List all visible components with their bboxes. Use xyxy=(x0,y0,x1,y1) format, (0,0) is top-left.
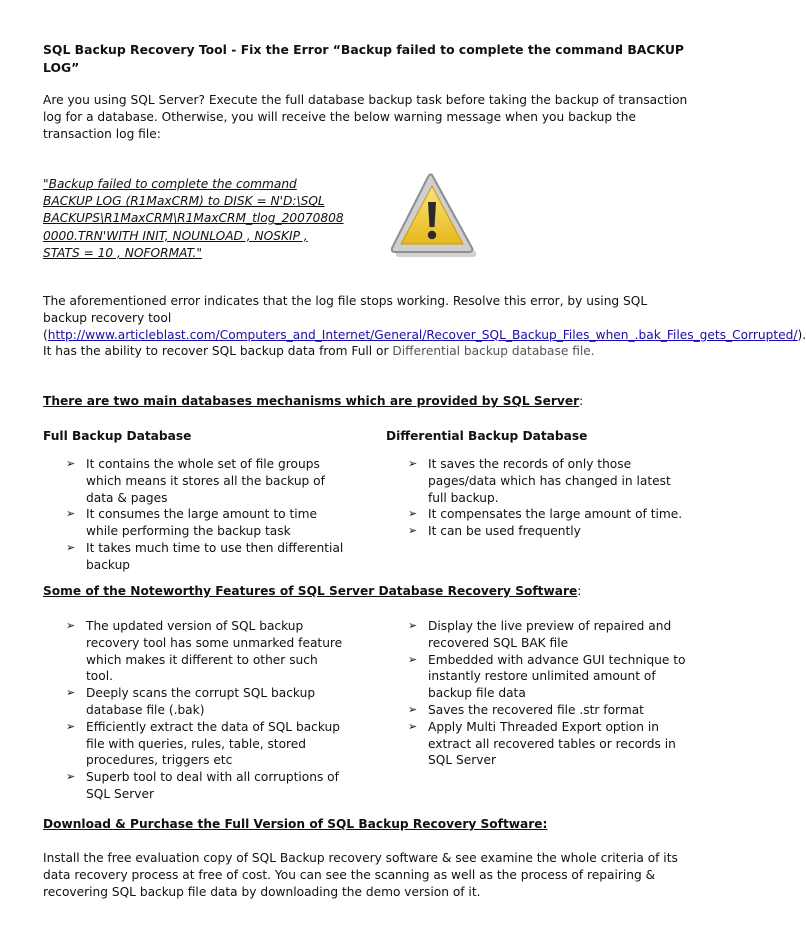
list-item: ➢ It takes much time to use then differential backup xyxy=(66,540,344,574)
list-item: ➢ It saves the records of only those pages/data which has changed in latest full backup. xyxy=(408,456,688,506)
warning-triangle-icon xyxy=(386,170,478,260)
resolution-text-2: ). It has the ability to recover SQL backup data from Full or xyxy=(43,327,806,359)
list-item: ➢ Saves the recovered file .str format xyxy=(408,702,688,719)
article-link[interactable]: http://www.articleblast.com/Computers_and_Internet/General/Recover_SQL_Backup_Files_when_.bak_Files_gets_Corrupted/ xyxy=(47,327,798,342)
error-message-quote: "Backup failed to complete the command BACKUP LOG (R1MaxCRM) to DISK = N'D:\SQL BACKUPS\R1MaxCRM\R1MaxCRM_tlog_20070808 0000.TRN'WITH INIT, NOUNLOAD , NOSKIP , STATS = 10 , NOFORMAT." xyxy=(43,177,344,260)
list-item: ➢ The updated version of SQL backup recovery tool has some unmarked feature which makes it different to other such tool. xyxy=(66,618,344,685)
full-backup-title: Full Backup Database xyxy=(43,429,192,443)
page-title: SQL Backup Recovery Tool - Fix the Error “Backup failed to complete the command BACKUP LOG” xyxy=(43,42,685,75)
differential-backup-title: Differential Backup Database xyxy=(386,429,588,443)
differential-backup-list xyxy=(408,456,688,540)
list-item: ➢ Apply Multi Threaded Export option in extract all recovered tables or records in SQL Server xyxy=(408,719,688,769)
mechanisms-heading-colon: : xyxy=(579,394,584,408)
download-heading xyxy=(43,816,688,833)
features-heading-text: Some of the Noteworthy Features of SQL Server Database Recovery Software xyxy=(43,584,578,598)
list-item: ➢ Display the live preview of repaired and recovered SQL BAK file xyxy=(408,618,688,652)
list-item: ➢ Deeply scans the corrupt SQL backup database file (.bak) xyxy=(66,685,344,719)
features-right-list xyxy=(408,618,688,769)
resolution-paragraph xyxy=(43,293,806,360)
list-item: ➢ Embedded with advance GUI technique to instantly restore unlimited amount of backup file data xyxy=(408,652,688,702)
intro-paragraph: Are you using SQL Server? Execute the full database backup task before taking the backup of transaction log for a database. Otherwise, you will receive the below warning message when you backup the transaction log file: xyxy=(43,93,688,141)
features-heading-colon: : xyxy=(577,584,582,598)
download-heading-text: Download & Purchase the Full Version of SQL Backup Recovery Software: xyxy=(43,817,548,831)
full-backup-list xyxy=(66,456,344,574)
download-paragraph: Install the free evaluation copy of SQL Backup recovery software & see examine the whole criteria of its data recovery process at free of cost. You can see the scanning as well as the process of repairing & recovering SQL backup file data by downloading the demo version of it. xyxy=(43,851,678,899)
mechanisms-heading xyxy=(43,393,688,410)
list-item: ➢ Superb tool to deal with all corruptions of SQL Server xyxy=(66,769,344,803)
resolution-text-gray: Differential backup database file. xyxy=(392,344,595,359)
list-item: ➢ It can be used frequently xyxy=(408,523,688,540)
resolution-text: The aforementioned error indicates that the log file stops working. Resolve this error, by using SQL backup recovery tool ( xyxy=(43,294,648,342)
list-item: ➢ It compensates the large amount of time. xyxy=(408,506,688,523)
list-item: ➢ It contains the whole set of file groups which means it stores all the backup of data & pages xyxy=(66,456,344,506)
features-left-list xyxy=(66,618,344,803)
mechanisms-heading-text: There are two main databases mechanisms which are provided by SQL Server xyxy=(43,394,580,408)
features-heading xyxy=(43,583,688,600)
list-item: ➢ Efficiently extract the data of SQL backup file with queries, rules, table, stored procedures, triggers etc xyxy=(66,719,344,769)
list-item: ➢ It consumes the large amount to time while performing the backup task xyxy=(66,506,344,540)
